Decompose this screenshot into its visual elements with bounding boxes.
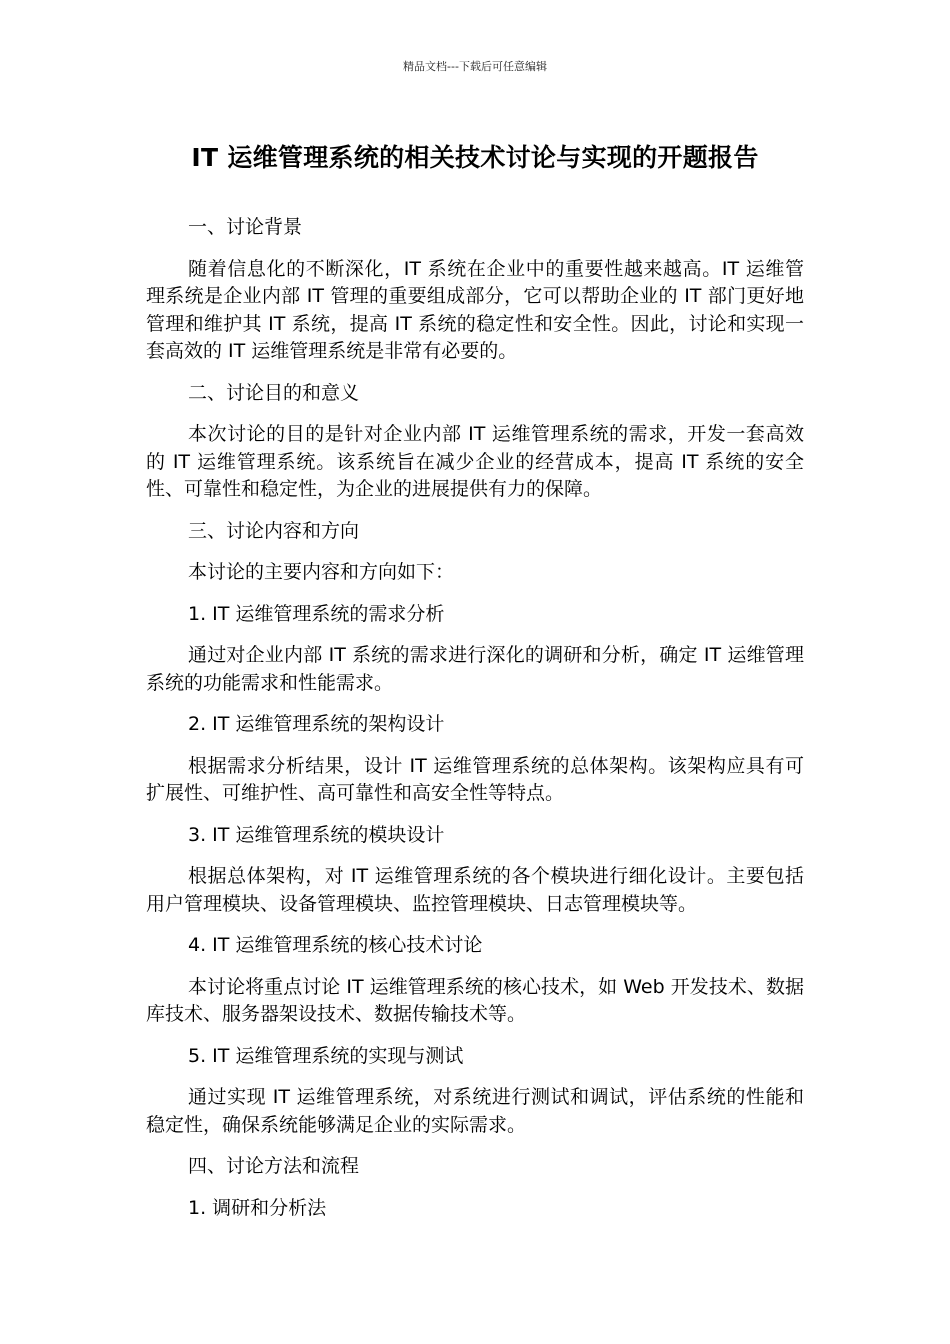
page-header: 精品文档---下载后可任意编辑 xyxy=(403,60,547,73)
subheading-architecture: 2. IT 运维管理系统的架构设计 xyxy=(188,713,445,735)
paragraph-requirements: 通过对企业内部 IT 系统的需求进行深化的调研和分析，确定 IT 运维管理系统的功能需求和性能需求。 xyxy=(146,644,804,694)
document-title: IT 运维管理系统的相关技术讨论与实现的开题报告 xyxy=(191,143,759,172)
section-heading-purpose: 二、讨论目的和意义 xyxy=(188,381,360,404)
subheading-core-tech: 4. IT 运维管理系统的核心技术讨论 xyxy=(188,934,483,956)
subheading-implementation: 5. IT 运维管理系统的实现与测试 xyxy=(188,1044,464,1067)
paragraph-implementation: 通过实现 IT 运维管理系统，对系统进行测试和调试，评估系统的性能和稳定性，确保系统能够满足企业的实际需求。 xyxy=(146,1086,804,1136)
subheading-modules: 3. IT 运维管理系统的模块设计 xyxy=(188,823,445,846)
section-heading-background: 一、讨论背景 xyxy=(188,216,303,238)
document-body xyxy=(146,214,804,1236)
subheading-research-method: 1. 调研和分析法 xyxy=(188,1196,327,1219)
paragraph-modules: 根据总体架构，对 IT 运维管理系统的各个模块进行细化设计。主要包括用户管理模块、设备管理模块、监控管理模块、日志管理模块等。 xyxy=(146,865,804,915)
paragraph-purpose: 本次讨论的目的是针对企业内部 IT 运维管理系统的需求，开发一套高效的 IT 运维管理系统。该系统旨在减少企业的经营成本，提高 IT 系统的安全性、可靠性和稳定性，为企业的进展提供有力的保障。 xyxy=(146,423,804,500)
paragraph-architecture: 根据需求分析结果，设计 IT 运维管理系统的总体架构。该架构应具有可扩展性、可维护性、高可靠性和高安全性等特点。 xyxy=(146,754,804,804)
subheading-requirements: 1. IT 运维管理系统的需求分析 xyxy=(188,602,445,625)
section-heading-methods: 四、讨论方法和流程 xyxy=(188,1155,360,1177)
paragraph-background: 随着信息化的不断深化，IT 系统在企业中的重要性越来越高。IT 运维管理系统是企业内部 IT 管理的重要组成部分，它可以帮助企业的 IT 部门更好地管理和维护其 IT 系统，提高 IT 系统的稳定性和安全性。因此，讨论和实现一套高效的 IT 运维管理系统是非常有必要的。 xyxy=(146,257,804,362)
paragraph-core-tech: 本讨论将重点讨论 IT 运维管理系统的核心技术，如 Web 开发技术、数据库技术、服务器架设技术、数据传输技术等。 xyxy=(146,975,804,1025)
paragraph-content-intro: 本讨论的主要内容和方向如下： xyxy=(188,561,455,583)
section-heading-content: 三、讨论内容和方向 xyxy=(188,519,360,542)
